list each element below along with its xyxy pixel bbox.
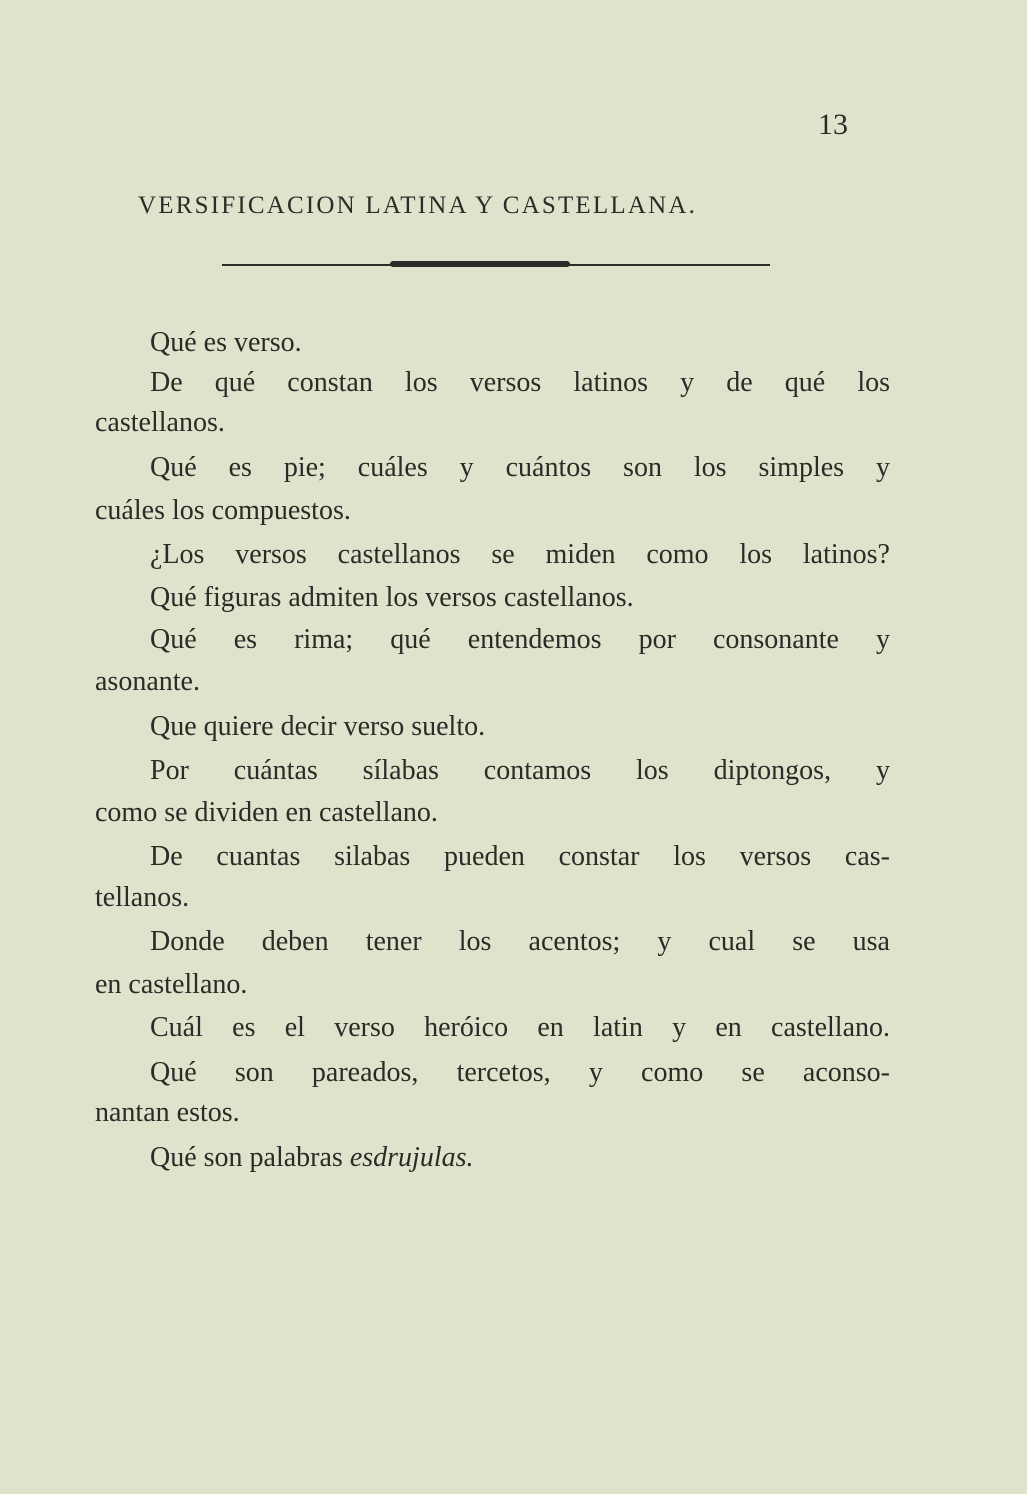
text-line: Qué es verso. [150,327,302,358]
text-line: Cuál es el verso heróico en latin y en castellano. [150,1012,890,1043]
text-line: Qué son pareados, tercetos, y como se aconso- [150,1057,890,1088]
text-span: Qué son palabras [150,1142,350,1173]
text-line: Por cuántas sílabas contamos los diptongos, y [150,755,890,786]
text-line: asonante. [95,666,200,697]
text-line: De cuantas silabas pueden constar los versos cas- [150,841,890,872]
italic-word: esdrujulas. [349,1142,474,1173]
text-line: cuáles los compuestos. [95,495,351,526]
text-line: Qué es rima; qué entendemos por consonante y [150,624,890,655]
page-title: VERSIFICACION LATINA Y CASTELLANA. [138,192,698,219]
text-line: ¿Los versos castellanos se miden como los latinos? [150,539,890,570]
text-line: Que quiere decir verso suelto. [150,711,486,742]
text-line: De qué constan los versos latinos y de qué los [150,367,890,398]
text-line [150,1141,474,1175]
text-line: Qué figuras admiten los versos castellanos. [150,582,634,613]
text-line: en castellano. [95,969,248,1000]
page-number: 13 [818,108,848,141]
text-line: Donde deben tener los acentos; y cual se usa [150,926,890,957]
text-line: castellanos. [95,407,225,438]
text-line: nantan estos. [95,1097,240,1128]
text-line: como se dividen en castellano. [95,797,438,828]
rule-ornament [390,261,570,267]
text-line: tellanos. [95,882,190,913]
text-line: Qué es pie; cuáles y cuántos son los simples y [150,452,890,483]
